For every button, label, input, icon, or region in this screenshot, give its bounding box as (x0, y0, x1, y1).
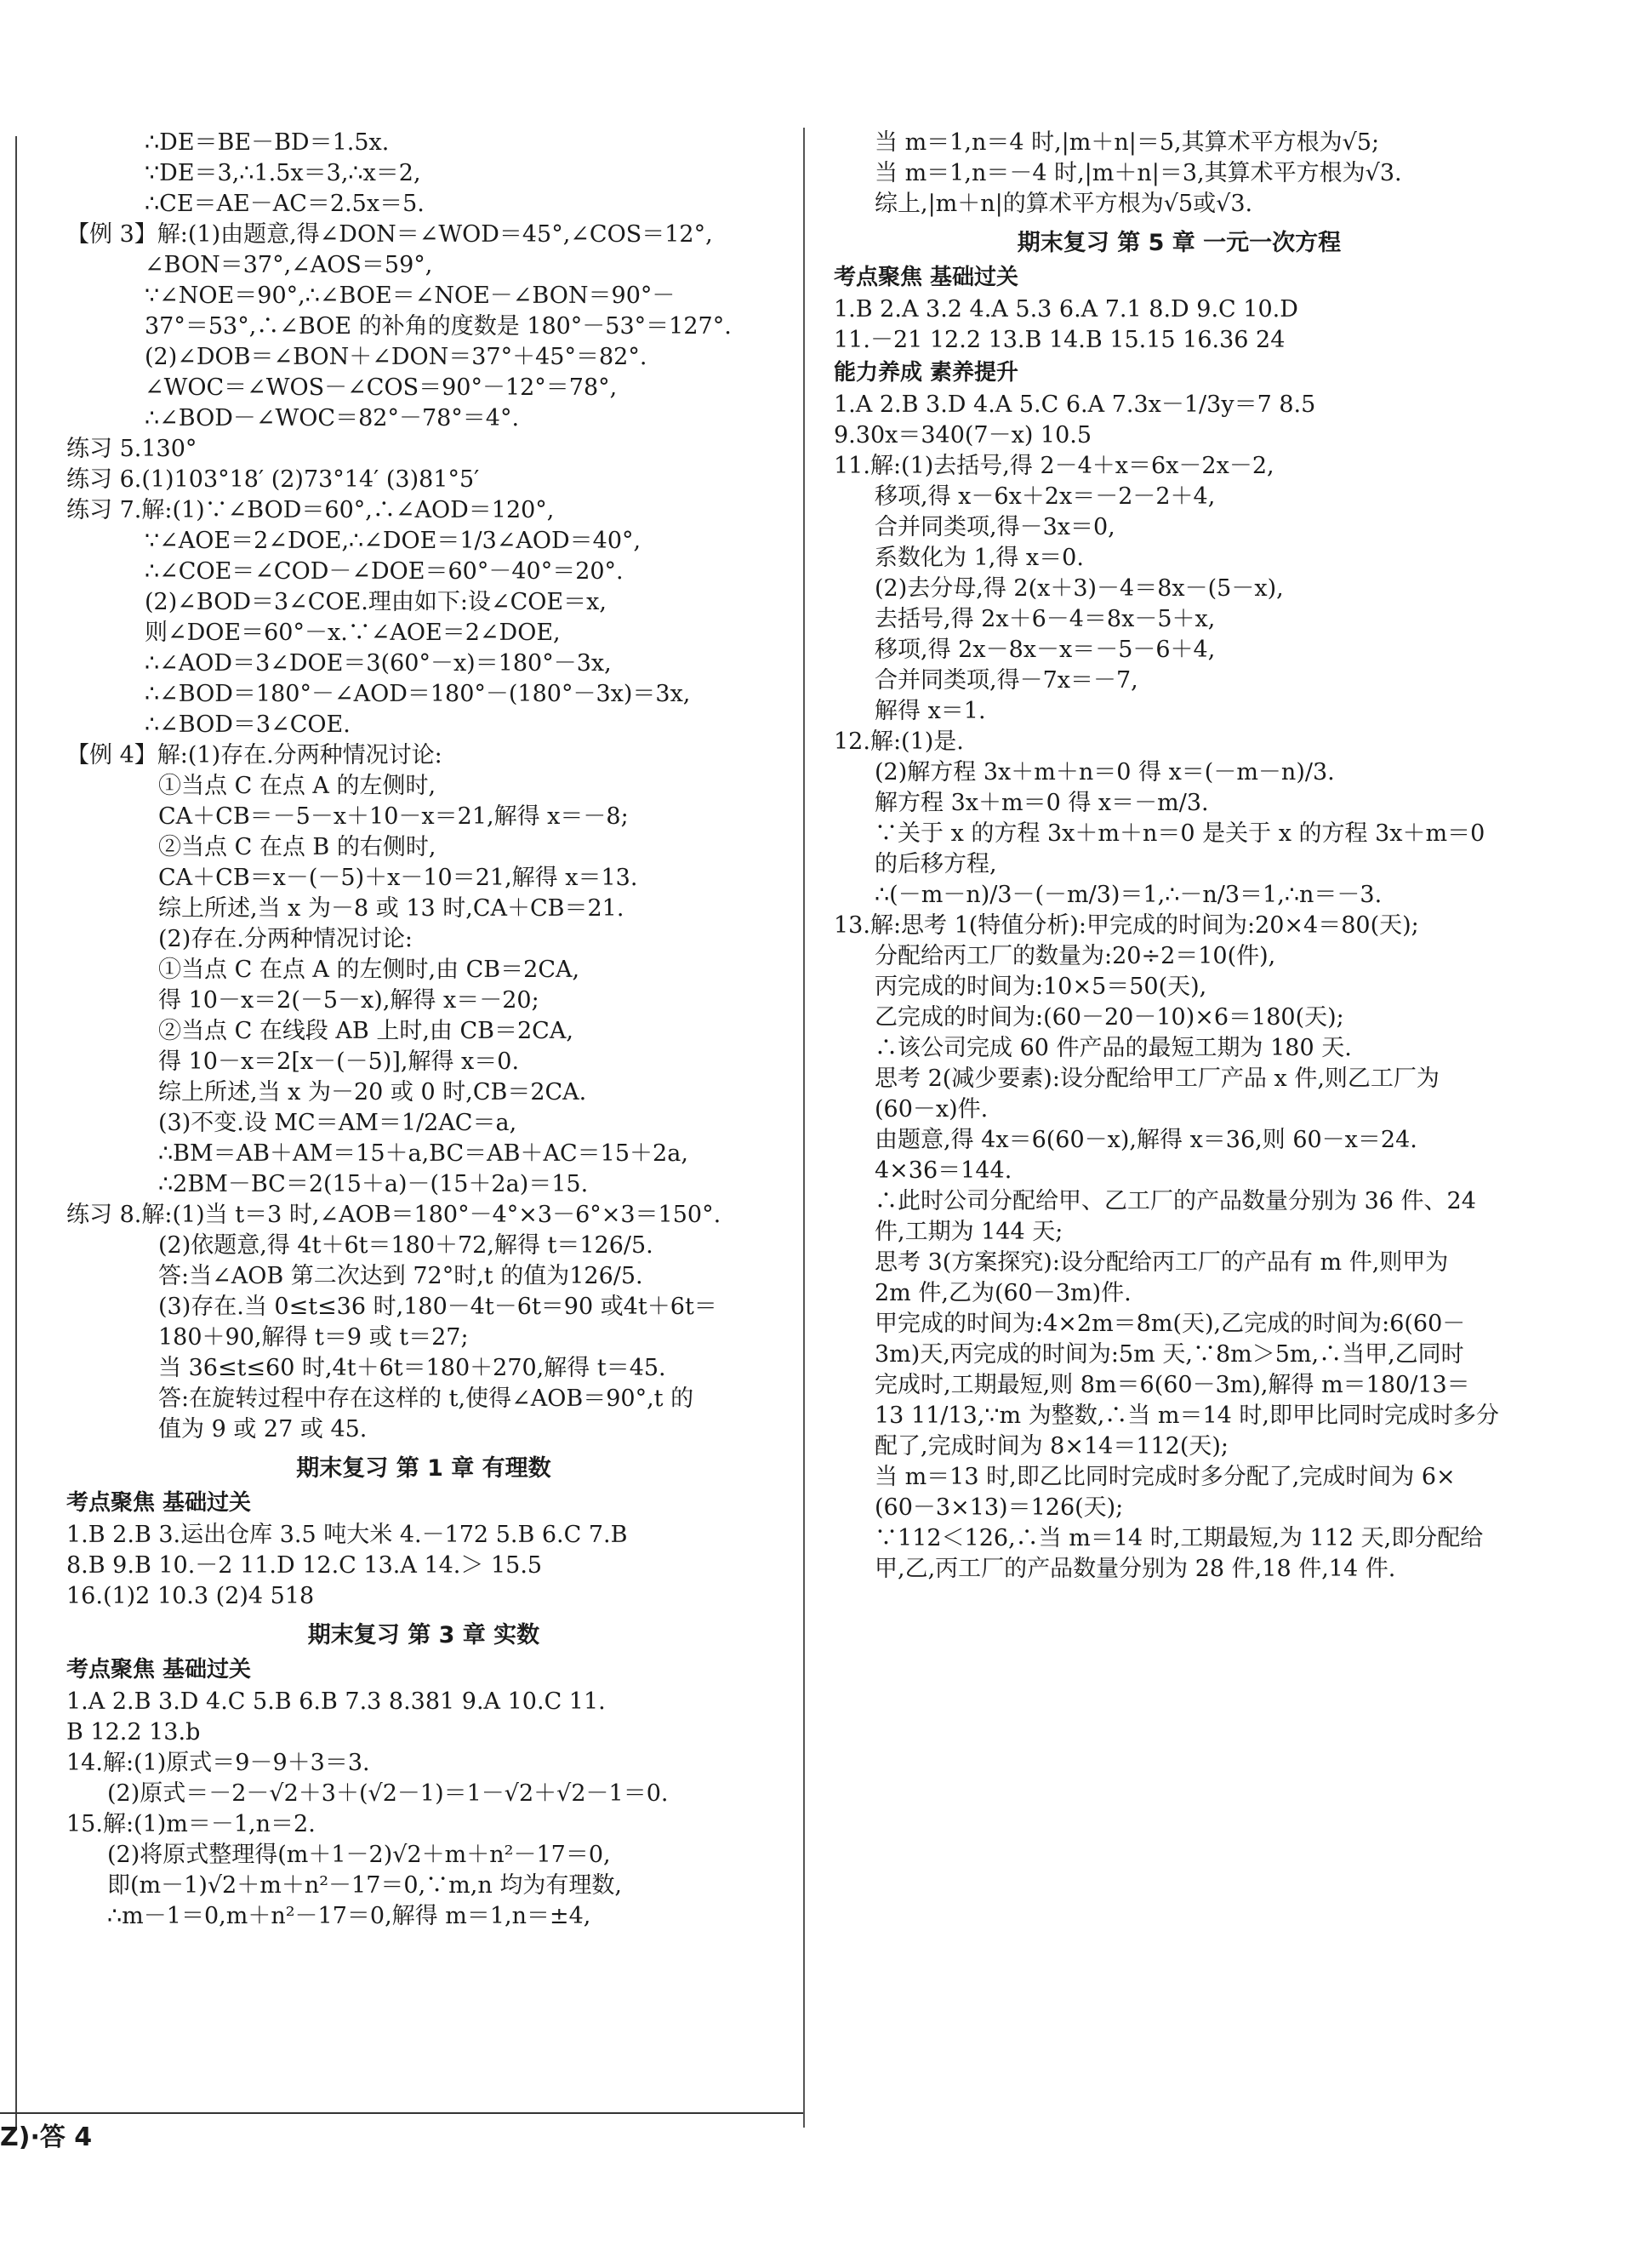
answer-line: ①当点 C 在点 A 的左侧时,由 CB＝2CA, (158, 957, 580, 983)
answer-line: ∴BM＝AB＋AM＝15＋a,BC＝AB＋AC＝15＋2a, (158, 1140, 688, 1167)
answer-line: 思考 3(方案探究):设分配给丙工厂的产品有 m 件,则甲为 (875, 1249, 1449, 1276)
section-heading: 期末复习 第 3 章 实数 (307, 1622, 540, 1648)
answer-line: 当 m＝1,n＝4 时,|m＋n|＝5,其算术平方根为√5; (875, 129, 1380, 156)
answer-line: (2)解方程 3x＋m＋n＝0 得 x＝(－m－n)/3. (875, 759, 1335, 786)
section-heading: 期末复习 第 5 章 一元一次方程 (1017, 230, 1342, 256)
answer-line: 4×36＝144. (875, 1157, 1012, 1184)
answer-line: 1.A 2.B 3.D 4.C 5.B 6.B 7.3 8.381 9.A 10.C 11. (66, 1688, 606, 1715)
answer-line: 练习 5.130° (66, 436, 197, 462)
binding-edge-line (15, 136, 17, 2128)
answer-line: 件,工期为 144 天; (875, 1219, 1063, 1245)
answer-line: (2)将原式整理得(m＋1－2)√2＋m＋n²－17＝0, (107, 1842, 611, 1868)
answer-line: 思考 2(减少要素):设分配给甲工厂产品 x 件,则乙工厂为 (875, 1065, 1440, 1092)
answer-line: 12.解:(1)是. (834, 728, 964, 755)
answer-line: 14.解:(1)原式＝9－9＋3＝3. (66, 1750, 370, 1776)
answer-line: ②当点 C 在点 B 的右侧时, (158, 834, 436, 860)
answer-line: 乙完成的时间为:(60－20－10)×6＝180(天); (875, 1004, 1344, 1031)
answer-line: 1.B 2.B 3.运出仓库 3.5 吨大米 4.－172 5.B 6.C 7.B (66, 1522, 628, 1548)
answer-line: 得 10－x＝2(－5－x),解得 x＝－20; (158, 987, 539, 1014)
answer-line: 37°＝53°,∴∠BOE 的补角的度数是 180°－53°＝127°. (145, 313, 732, 340)
answer-line: 2m 件,乙为(60－3m)件. (875, 1280, 1132, 1306)
answer-line: ∵∠NOE＝90°,∴∠BOE＝∠NOE－∠BON＝90°－ (145, 283, 676, 309)
answer-line: 9.30x＝340(7－x) 10.5 (834, 422, 1092, 448)
answer-line: (2)原式＝－2－√2＋3＋(√2－1)＝1－√2＋√2－1＝0. (107, 1780, 669, 1807)
answer-line: 1.A 2.B 3.D 4.A 5.C 6.A 7.3x－1/3y＝7 8.5 (834, 391, 1316, 418)
answer-line: 练习 6.(1)103°18′ (2)73°14′ (3)81°5′ (66, 466, 480, 493)
answer-line: ②当点 C 在线段 AB 上时,由 CB＝2CA, (158, 1018, 573, 1044)
right-column (834, 128, 1525, 1585)
subsection-heading: 考点聚焦 基础过关 (834, 265, 1019, 290)
answer-line: ∵DE＝3,∴1.5x＝3,∴x＝2, (145, 160, 421, 186)
answer-line: (2)存在.分两种情况讨论: (158, 926, 413, 952)
answer-line: 解得 x＝1. (875, 698, 986, 724)
answer-line: 13.解:思考 1(特值分析):甲完成的时间为:20×4＝80(天); (834, 912, 1419, 939)
answer-line: ①当点 C 在点 A 的左侧时, (158, 773, 436, 799)
answer-line: ∴m－1＝0,m＋n²－17＝0,解得 m＝1,n＝±4, (107, 1903, 591, 1929)
answer-line: 综上所述,当 x 为－8 或 13 时,CA＋CB＝21. (158, 895, 624, 922)
answer-line: 分配给丙工厂的数量为:20÷2＝10(件), (875, 943, 1276, 969)
answer-line: 移项,得 2x－8x－x＝－5－6＋4, (875, 637, 1216, 663)
answer-line: (3)存在.当 0≤t≤36 时,180－4t－6t＝90 或4t＋6t＝ (158, 1294, 717, 1320)
answer-line: (3)不变.设 MC＝AM＝1/2AC＝a, (158, 1110, 517, 1136)
answer-line: ∴∠AOD＝3∠DOE＝3(60°－x)＝180°－3x, (145, 650, 612, 677)
answer-line: (2)∠DOB＝∠BON＋∠DON＝37°＋45°＝82°. (145, 344, 647, 370)
section-heading: 期末复习 第 1 章 有理数 (296, 1455, 551, 1482)
answer-line: CA＋CB＝x－(－5)＋x－10＝21,解得 x＝13. (158, 865, 638, 891)
answer-line: 合并同类项,得－7x＝－7, (875, 667, 1138, 694)
answer-line: 11.解:(1)去括号,得 2－4＋x＝6x－2x－2, (834, 453, 1274, 479)
answer-line: (2)依题意,得 4t＋6t＝180＋72,解得 t＝126/5. (158, 1232, 653, 1259)
answer-line: 答:当∠AOB 第二次达到 72°时,t 的值为126/5. (158, 1263, 643, 1289)
answer-line: ∵∠AOE＝2∠DOE,∴∠DOE＝1/3∠AOD＝40°, (145, 528, 641, 554)
answer-line: 练习 7.解:(1)∵∠BOD＝60°,∴∠AOD＝120°, (66, 497, 555, 523)
answer-line: 去括号,得 2x＋6－4＝8x－5＋x, (875, 606, 1216, 632)
answer-line: 甲,乙,丙工厂的产品数量分别为 28 件,18 件,14 件. (875, 1556, 1396, 1582)
answer-line: 移项,得 x－6x＋2x＝－2－2＋4, (875, 483, 1216, 510)
answer-line: 丙完成的时间为:10×5＝50(天), (875, 974, 1207, 1000)
answer-line: (60－x)件. (875, 1096, 989, 1123)
answer-line: 当 36≤t≤60 时,4t＋6t＝180＋270,解得 t＝45. (158, 1355, 666, 1381)
answer-line: ∴该公司完成 60 件产品的最短工期为 180 天. (875, 1035, 1352, 1061)
answer-line: ∴CE＝AE－AC＝2.5x＝5. (145, 191, 425, 217)
page-footer: Z)·答 4 (0, 2122, 93, 2152)
answer-line: 由题意,得 4x＝6(60－x),解得 x＝36,则 60－x＝24. (875, 1127, 1417, 1153)
answer-line: (60－3×13)＝126(天); (875, 1494, 1124, 1521)
column-divider (803, 128, 805, 2128)
answer-line: 完成时,工期最短,则 8m＝6(60－3m),解得 m＝180/13＝ (875, 1372, 1470, 1398)
answer-line: ∴∠COE＝∠COD－∠DOE＝60°－40°＝20°. (145, 558, 624, 585)
answer-line: 则∠DOE＝60°－x.∵∠AOE＝2∠DOE, (145, 620, 561, 646)
answer-line: 3m)天,丙完成的时间为:5m 天,∵8m＞5m,∴当甲,乙同时 (875, 1341, 1464, 1368)
left-column (66, 128, 781, 1932)
answer-line: 答:在旋转过程中存在这样的 t,使得∠AOB＝90°,t 的 (158, 1385, 694, 1412)
answer-line: 13 11/13,∵m 为整数,∴当 m＝14 时,即甲比同时完成时多分 (875, 1403, 1499, 1429)
answer-line: 解方程 3x＋m＝0 得 x＝－m/3. (875, 790, 1209, 816)
answer-line: 【例 3】解:(1)由题意,得∠DON＝∠WOD＝45°,∠COS＝12°, (66, 221, 713, 248)
answer-line: 【例 4】解:(1)存在.分两种情况讨论: (66, 742, 442, 768)
answer-line: 1.B 2.A 3.2 4.A 5.3 6.A 7.1 8.D 9.C 10.D (834, 296, 1298, 323)
answer-line: 配了,完成时间为 8×14＝112(天); (875, 1433, 1229, 1460)
answer-line: 15.解:(1)m＝－1,n＝2. (66, 1811, 316, 1837)
answer-line: ∴(－m－n)/3－(－m/3)＝1,∴－n/3＝1,∴n＝－3. (875, 882, 1383, 908)
subsection-heading: 考点聚焦 基础过关 (66, 1490, 252, 1516)
answer-line: 值为 9 或 27 或 45. (158, 1416, 368, 1442)
answer-line: 合并同类项,得－3x＝0, (875, 514, 1115, 540)
answer-line: 得 10－x＝2[x－(－5)],解得 x＝0. (158, 1048, 520, 1075)
answer-line: 练习 8.解:(1)当 t＝3 时,∠AOB＝180°－4°×3－6°×3＝150°. (66, 1202, 721, 1228)
answer-line: 系数化为 1,得 x＝0. (875, 545, 1084, 571)
answer-line: 即(m－1)√2＋m＋n²－17＝0,∵m,n 均为有理数, (107, 1872, 622, 1899)
answer-line: (2)∠BOD＝3∠COE.理由如下:设∠COE＝x, (145, 589, 607, 615)
answer-line: 综上所述,当 x 为－20 或 0 时,CB＝2CA. (158, 1079, 587, 1105)
answer-line: ∵112＜126,∴当 m＝14 时,工期最短,为 112 天,即分配给 (875, 1525, 1484, 1551)
answer-line: ∴2BM－BC＝2(15＋a)－(15＋2a)＝15. (158, 1171, 589, 1197)
answer-line: ∴此时公司分配给甲、乙工厂的产品数量分别为 36 件、24 (875, 1188, 1476, 1214)
answer-line: ∴∠BOD＝180°－∠AOD＝180°－(180°－3x)＝3x, (145, 681, 691, 707)
answer-line: 综上,|m＋n|的算术平方根为√5或√3. (875, 191, 1253, 217)
footer-rule (0, 2112, 803, 2114)
answer-line: ∴∠BOD＝3∠COE. (145, 711, 351, 738)
answer-line: B 12.2 13.b (66, 1719, 201, 1745)
answer-line: CA＋CB＝－5－x＋10－x＝21,解得 x＝－8; (158, 803, 629, 830)
answer-line: 16.(1)2 10.3 (2)4 518 (66, 1583, 315, 1609)
answer-line: ∵关于 x 的方程 3x＋m＋n＝0 是关于 x 的方程 3x＋m＝0 (875, 820, 1485, 847)
answer-line: 的后移方程, (875, 851, 997, 877)
subsection-heading: 能力养成 素养提升 (834, 360, 1019, 386)
answer-line: 11.－21 12.2 13.B 14.B 15.15 16.36 24 (834, 327, 1286, 353)
answer-line: 180＋90,解得 t＝9 或 t＝27; (158, 1324, 469, 1351)
answer-line: 8.B 9.B 10.－2 11.D 12.C 13.A 14.＞ 15.5 (66, 1552, 543, 1579)
answer-line: (2)去分母,得 2(x＋3)－4＝8x－(5－x), (875, 575, 1284, 602)
answer-line: ∠BON＝37°,∠AOS＝59°, (145, 252, 433, 278)
answer-line: 甲完成的时间为:4×2m＝8m(天),乙完成的时间为:6(60－ (875, 1311, 1466, 1337)
answer-line: ∴∠BOD－∠WOC＝82°－78°＝4°. (145, 405, 520, 431)
subsection-heading: 考点聚焦 基础过关 (66, 1657, 252, 1682)
answer-line: ∠WOC＝∠WOS－∠COS＝90°－12°＝78°, (145, 374, 618, 401)
answer-line: 当 m＝1,n＝－4 时,|m＋n|＝3,其算术平方根为√3. (875, 160, 1402, 186)
answer-line: ∴DE＝BE－BD＝1.5x. (145, 129, 390, 156)
answer-line: 当 m＝13 时,即乙比同时完成时多分配了,完成时间为 6× (875, 1464, 1456, 1490)
